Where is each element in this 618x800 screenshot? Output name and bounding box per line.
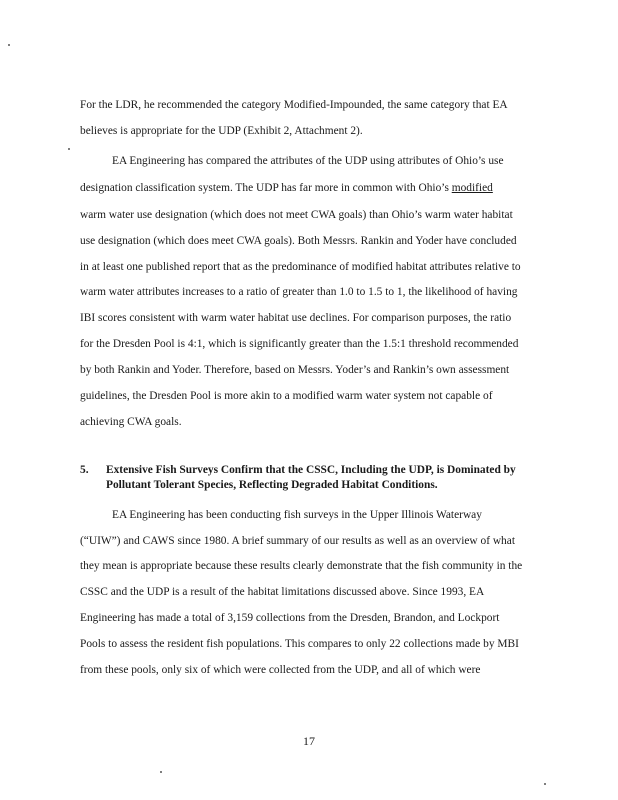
text-line: guidelines, the Dresden Pool is more akin to a modified warm water system not capable of <box>80 390 493 402</box>
section-heading: Extensive Fish Surveys Confirm that the CSSC, Including the UDP, is Dominated by <box>106 464 516 476</box>
page-number: 17 <box>303 734 315 748</box>
text-line: believes is appropriate for the UDP (Exhibit 2, Attachment 2). <box>80 125 363 137</box>
scan-speck <box>544 783 546 785</box>
text-line: EA Engineering has compared the attributes of the UDP using attributes of Ohio’s use <box>112 155 504 167</box>
text-line: achieving CWA goals. <box>80 416 182 428</box>
text-line: in at least one published report that as the predominance of modified habitat attributes relative to <box>80 261 521 273</box>
text-line: For the LDR, he recommended the category Modified-Impounded, the same category that EA <box>80 99 508 111</box>
text-line: Engineering has made a total of 3,159 collections from the Dresden, Brandon, and Lockport <box>80 612 500 624</box>
text-line: IBI scores consistent with warm water habitat use declines. For comparison purposes, the ratio <box>80 312 512 324</box>
text-line: warm water attributes increases to a ratio of greater than 1.0 to 1.5 to 1, the likelihood of having <box>80 286 518 298</box>
text-line: Pools to assess the resident fish populations. This compares to only 22 collections made by MBI <box>80 638 519 650</box>
text-line: from these pools, only six of which were collected from the UDP, and all of which were <box>80 664 481 676</box>
scan-speck <box>8 44 10 46</box>
scan-speck <box>160 771 162 773</box>
text-line: CSSC and the UDP is a result of the habitat limitations discussed above. Since 1993, EA <box>80 586 485 598</box>
text-line <box>80 181 540 195</box>
text-line: warm water use designation (which does not meet CWA goals) than Ohio’s warm water habitat <box>80 209 513 221</box>
text-line: they mean is appropriate because these results clearly demonstrate that the fish community in the <box>80 560 523 572</box>
text-line: (“UIW”) and CAWS since 1980. A brief summary of our results as well as an overview of what <box>80 535 515 547</box>
section-heading: Pollutant Tolerant Species, Reflecting Degraded Habitat Conditions. <box>106 479 438 491</box>
underlined-word: modified <box>451 182 493 194</box>
text-line: use designation (which does meet CWA goals). Both Messrs. Rankin and Yoder have concluded <box>80 235 517 247</box>
text-line: by both Rankin and Yoder. Therefore, based on Messrs. Yoder’s and Rankin’s own assessment <box>80 364 510 376</box>
scan-speck <box>68 148 70 150</box>
text-span: designation classification system. The UDP has far more in common with Ohio’s <box>80 182 452 194</box>
text-line: for the Dresden Pool is 4:1, which is significantly greater than the 1.5:1 threshold recommended <box>80 338 519 350</box>
text-line: EA Engineering has been conducting fish surveys in the Upper Illinois Waterway <box>112 509 482 521</box>
section-number: 5. <box>80 464 89 476</box>
